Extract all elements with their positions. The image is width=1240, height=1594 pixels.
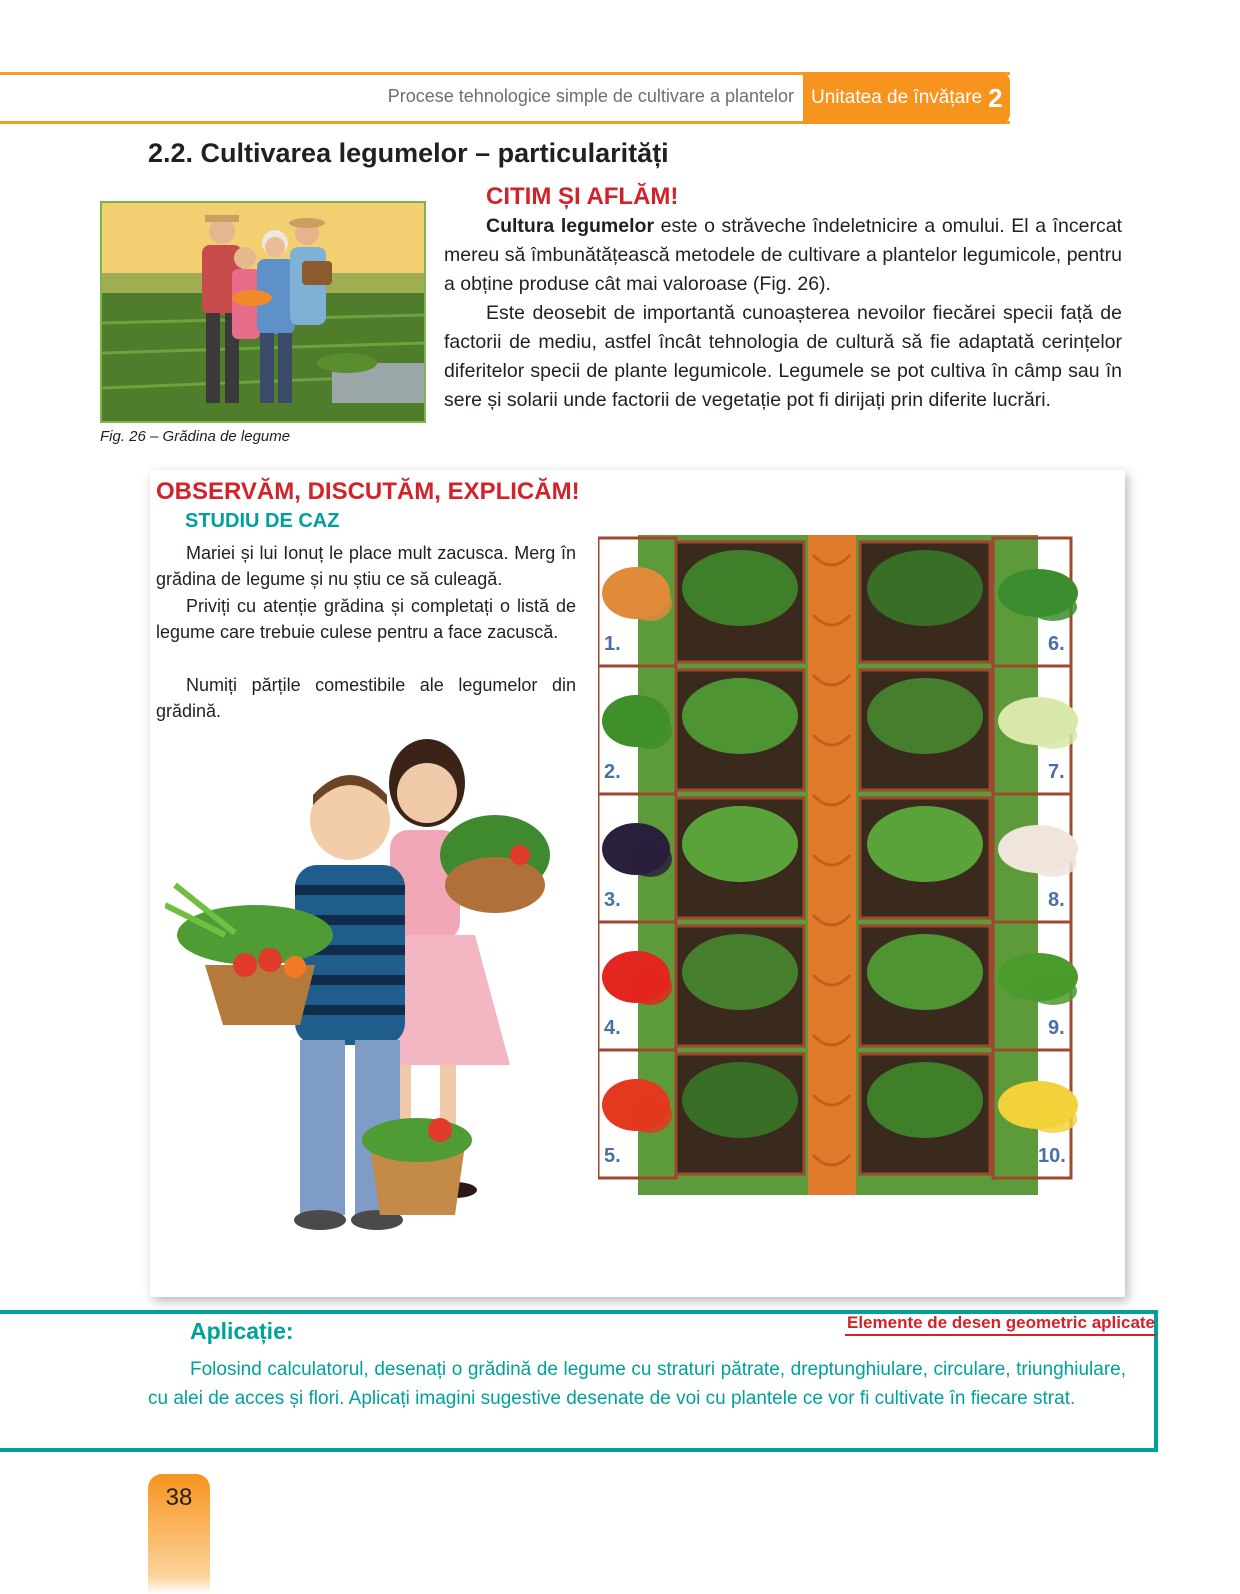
unit-tab [803, 72, 1010, 124]
bed-plants [867, 550, 983, 626]
application-text: Folosind calculatorul, desenați o grădină de legume cu straturi pătrate, dreptunghiulare, circulare, triunghiulare, cu alei de acces și flori. Aplicați imagini sugestive desenate de voi cu plantele ce vor fi cultivate în fiecare strat. [148, 1359, 1126, 1409]
cucumber-icon [628, 713, 672, 749]
read-learn-heading: CITIM ȘI AFLĂM! [486, 183, 679, 210]
unit-label: Unitatea de învățare [811, 87, 983, 108]
unit-number: 2 [988, 82, 1003, 113]
application-title: Aplicație: [190, 1318, 294, 1344]
bed-label-left: 4. [604, 1017, 621, 1039]
garlic-icon [1029, 849, 1077, 877]
bed-plants [682, 1062, 798, 1138]
observe-heading: OBSERVĂM, DISCUTĂM, EXPLICĂM! [156, 478, 580, 505]
bed-label-left: 2. [604, 761, 621, 783]
bed-label-right: 6. [1048, 633, 1065, 655]
zucchini-icon [1029, 721, 1077, 749]
application-tag: Elemente de desen geometric aplicate [845, 1313, 1157, 1336]
case-paragraph-3: Numiți părțile comestibile ale legumelor din grădină. [156, 675, 576, 721]
bed-plants [867, 806, 983, 882]
bed-plants [867, 1062, 983, 1138]
bed-label-right: 8. [1048, 889, 1065, 911]
peas-icon [1029, 977, 1077, 1005]
pepper-icon [628, 1097, 672, 1133]
read-learn-paragraph-1 [444, 212, 1122, 299]
case-study-title: STUDIU DE CAZ [185, 510, 340, 532]
figure-caption: Fig. 26 – Grădina de legume [100, 428, 291, 445]
children-with-vegetables-illustration [165, 735, 565, 1275]
garden-family-photo [100, 201, 426, 423]
section-title: 2.2. Cultivarea legumelor – particularități [148, 138, 669, 168]
bold-term: Cultura legumelor [486, 215, 655, 237]
vegetable-garden-illustration [598, 535, 1088, 1205]
tomato-icon [628, 969, 672, 1005]
eggplant-icon [628, 841, 672, 877]
parsley-icon [1029, 593, 1077, 621]
header-subtitle: Procese tehnologice simple de cultivare a plantelor [387, 86, 794, 106]
onion-icon [628, 585, 672, 621]
bed-label-left: 5. [604, 1145, 621, 1167]
case-paragraph-2: Priviți cu atenție grădina și completați o listă de legume care trebuie culese pentru a face zacuscă. [156, 596, 576, 642]
paragraph-1-text: este o străveche îndeletnicire a omului. El a încercat mereu să îmbunătățească metodele de cultivare a plantelor legumicole, pentru a obține produse cât mai valoroase (Fig. 26). [444, 215, 1122, 295]
bean-icon [1029, 1105, 1077, 1133]
bed-label-right: 7. [1048, 761, 1065, 783]
bed-label-right: 10. [1038, 1145, 1066, 1167]
bed-plants [867, 678, 983, 754]
page-number: 38 [165, 1484, 193, 1511]
bed-plants [867, 934, 983, 1010]
bed-label-left: 3. [604, 889, 621, 911]
case-paragraph-1: Mariei și lui Ionuț le place mult zacusca. Merg în grădina de legume și nu știu ce să culeagă. [156, 543, 576, 589]
read-learn-paragraph-2: Este deosebit de importantă cunoașterea nevoilor fiecărei specii față de factorii de mediu, astfel încât tehnologia de cultură să fie adaptată cerințelor diferitelor specii de plante legumicole. Legumele se pot cultiva în câmp sau în sere și solarii unde factorii de vegetație pot fi dirijați prin diferite lucrări. [444, 302, 1122, 411]
bed-label-left: 1. [604, 633, 621, 655]
bed-label-right: 9. [1048, 1017, 1065, 1039]
bed-plants [682, 678, 798, 754]
bed-plants [682, 806, 798, 882]
bed-plants [682, 550, 798, 626]
bed-plants [682, 934, 798, 1010]
